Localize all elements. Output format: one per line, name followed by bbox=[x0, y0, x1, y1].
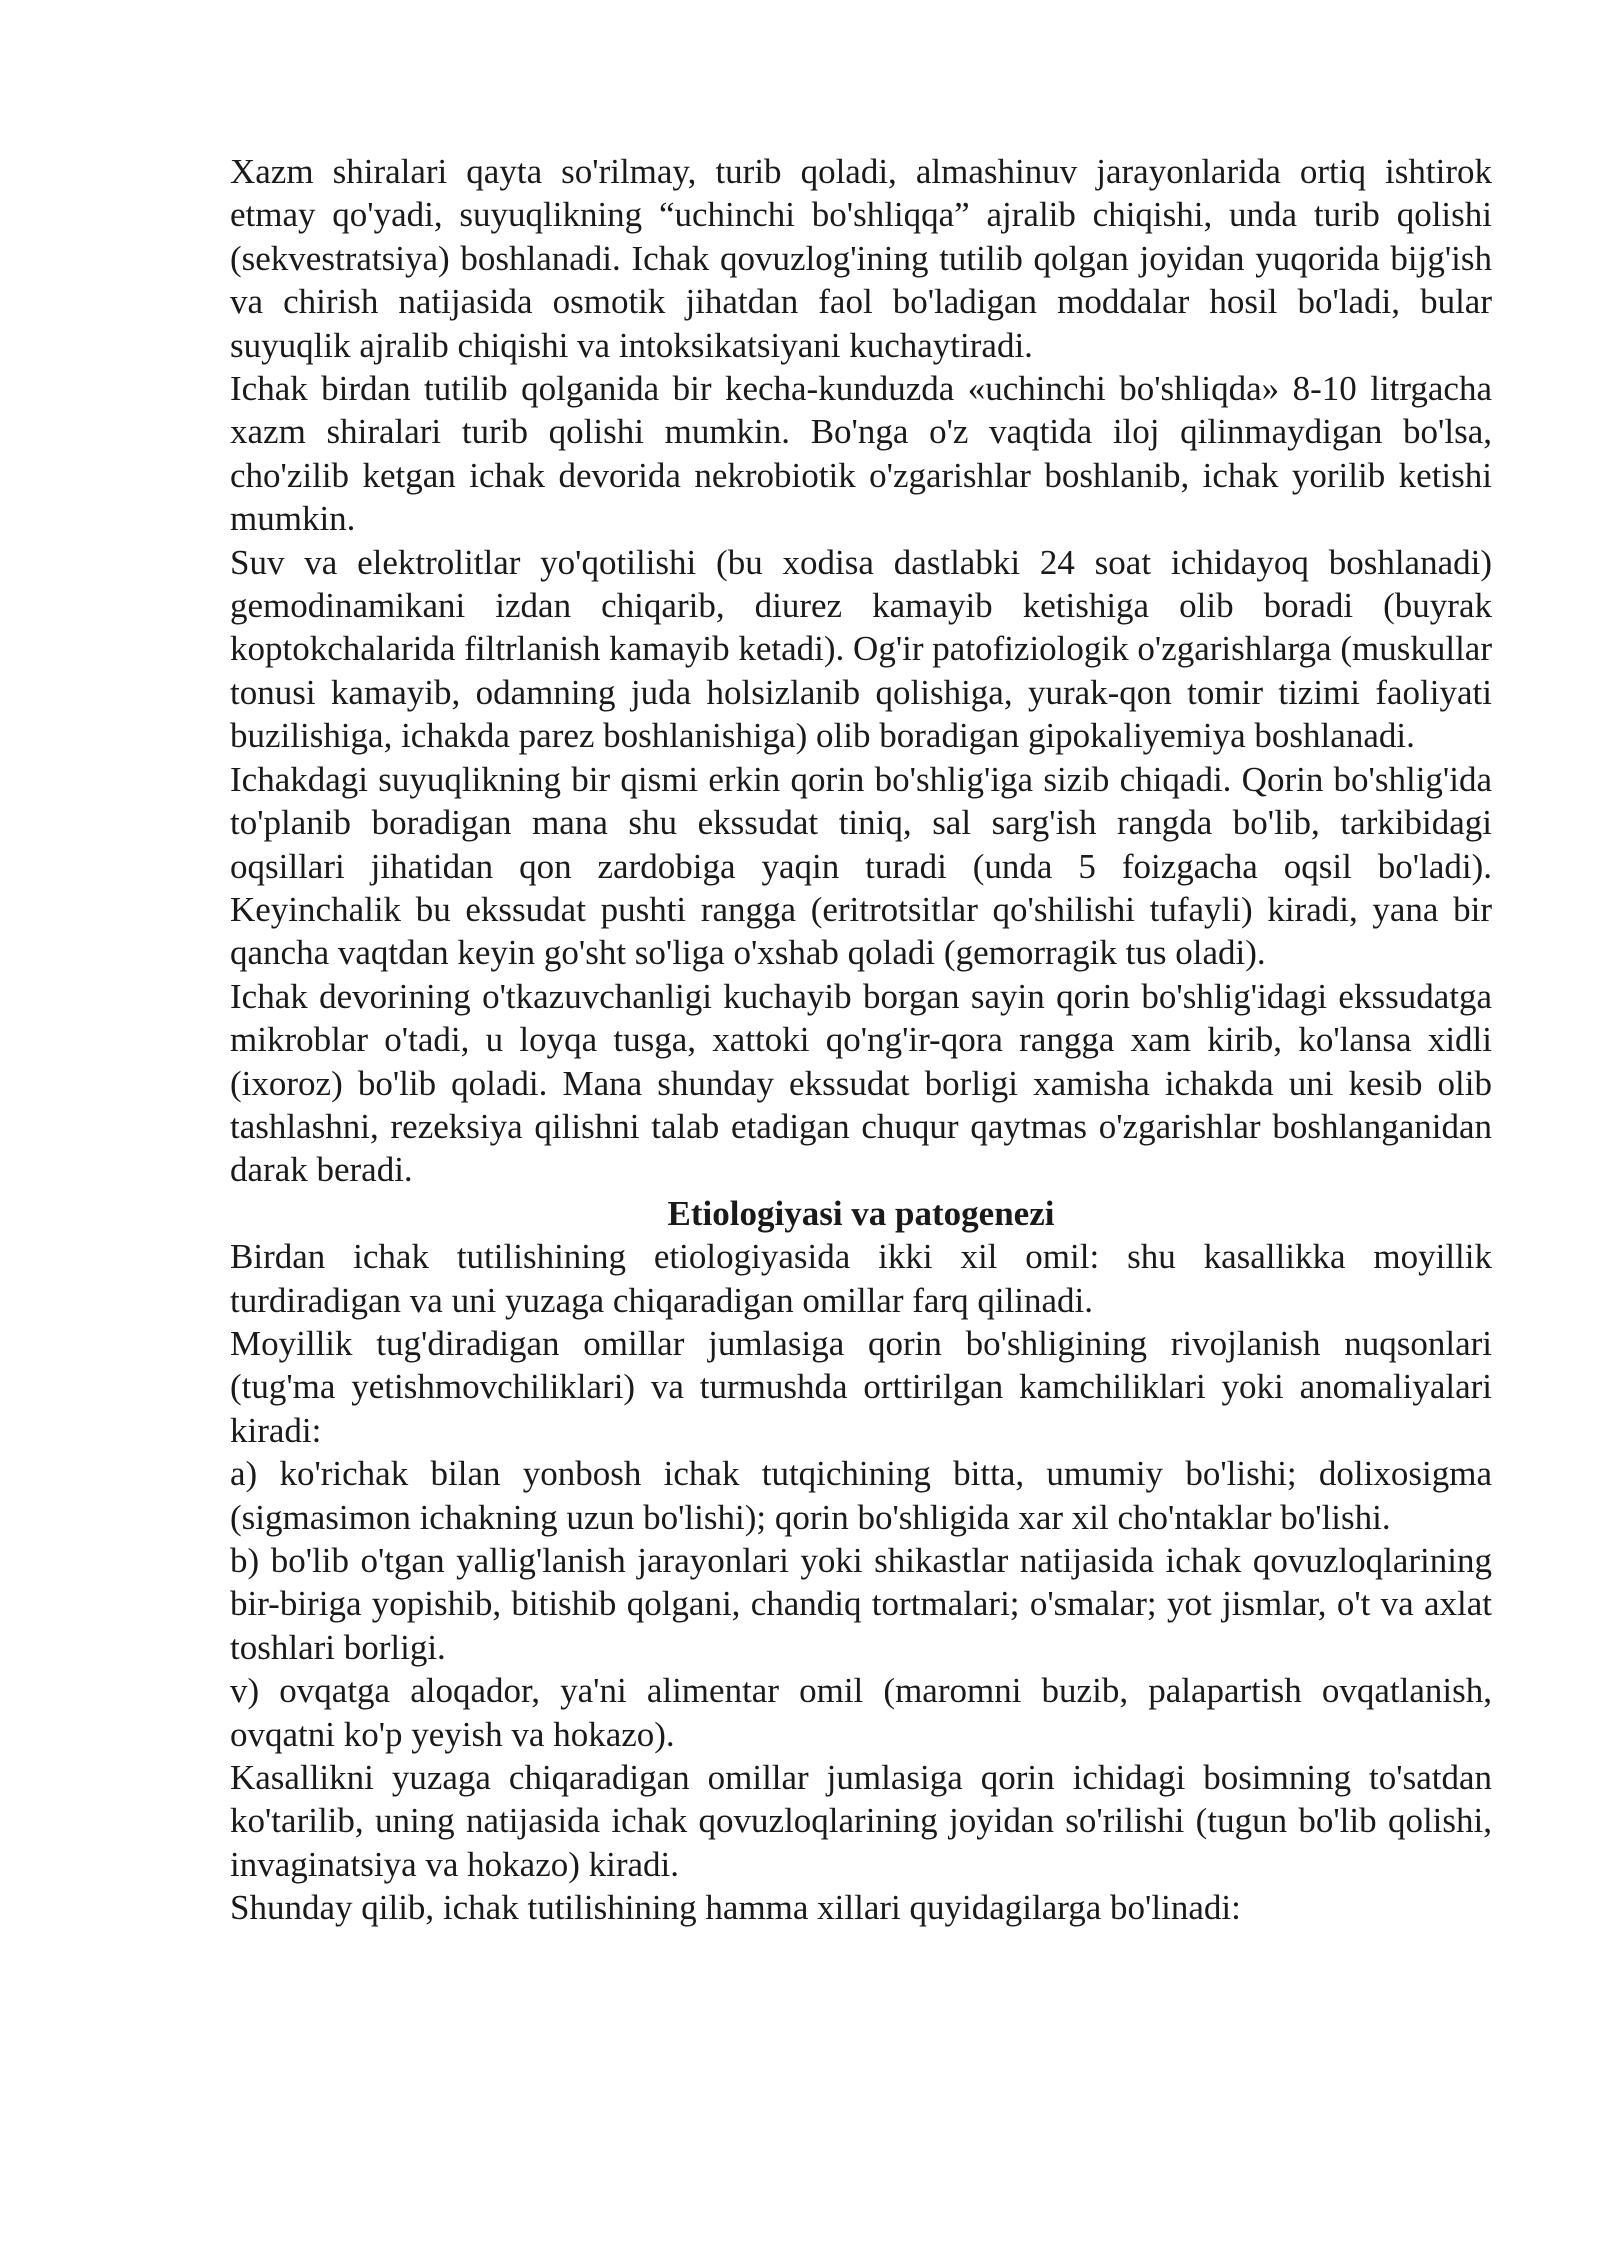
section-heading: Etiologiyasi va patogenezi bbox=[667, 1193, 1055, 1233]
paragraph-triggering-factors: Kasallikni yuzaga chiqaradigan omillar jumlasiga qorin ichidagi bosimning to'satdan ko'tarilib, uning natijasida ichak qovuzloqlarining joyidan so'rilishi (tugun bo'lib qolishi, invaginatsiya va hokazo) kiradi. bbox=[230, 1758, 1492, 1884]
paragraph-sequestration: Xazm shiralari qayta so'rilmay, turib qoladi, almashinuv jarayonlarida ortiq ishtirok etmay qo'yadi, suyuqlikning “uchinchi bo'shliqqa” ajralib chiqishi, unda turib qolishi (sekvestratsiya) boshlanadi. Ichak qovuzlog'ining tutilib qolgan joyidan yuqorida bijg'ish va chirish natijasida osmotik jihatdan faol bo'ladigan moddalar hosil bo'ladi, bular suyuqlik ajralib chiqishi va intoksikatsiyani kuchaytiradi. bbox=[230, 152, 1492, 365]
document-page bbox=[230, 150, 1492, 1930]
paragraph-electrolytes: Suv va elektrolitlar yo'qotilishi (bu xodisa dastlabki 24 soat ichidayoq boshlanadi) gemodinamikani izdan chiqarib, diurez kamayib ketishiga olib boradi (buyrak koptokchalarida filtrlanish kamayib ketadi). Og'ir patofiziologik o'zgarishlarga (muskullar tonusi kamayib, odamning juda holsizlanib qolishiga, yurak-qon tomir tizimi faoliyati buzilishiga, ichakda parez boshlanishiga) olib boradigan gipokaliyemiya boshlanadi. bbox=[230, 542, 1492, 756]
paragraph-etiology-intro: Birdan ichak tutilishining etiologiyasida ikki xil omil: shu kasallikka moyillik turdiradigan va uni yuzaga chiqaradigan omillar farq qilinadi. bbox=[230, 1237, 1492, 1320]
paragraph-classification-lead: Shunday qilib, ichak tutilishining hamma xillari quyidagilarga bo'linadi: bbox=[230, 1888, 1241, 1928]
paragraph-third-space: Ichak birdan tutilib qolganida bir kecha-kunduzda «uchinchi bo'shliqda» 8-10 litrgacha xazm shiralari turib qolishi mumkin. Bo'nga o'z vaqtida iloj qilinmaydigan bo'lsa, cho'zilib ketgan ichak devorida nekrobiotik o'zgarishlar boshlanib, ichak yorilib ketishi mumkin. bbox=[230, 369, 1492, 539]
paragraph-predisposing-factors: Moyillik tug'diradigan omillar jumlasiga qorin bo'shligining rivojlanish nuqsonlari (tug'ma yetishmovchiliklari) va turmushda orttirilgan kamchiliklari yoki anomaliyalari kiradi: bbox=[230, 1323, 1492, 1450]
paragraph-exudate: Ichakdagi suyuqlikning bir qismi erkin qorin bo'shlig'iga sizib chiqadi. Qorin bo'shlig'ida to'planib boradigan mana shu ekssudat tiniq, sal sarg'ish rangda bo'lib, tarkibidagi oqsillari jihatidan qon zardobiga yaqin turadi (unda 5 foizgacha oqsil bo'ladi). Keyinchalik bu ekssudat pushti rangga (eritrotsitlar qo'shilishi tufayli) kiradi, yana bir qancha vaqtdan keyin go'sht so'liga o'xshab qoladi (gemorragik tus oladi). bbox=[230, 759, 1492, 973]
list-item-b: b) bo'lib o'tgan yallig'lanish jarayonlari yoki shikastlar natijasida ichak qovuzloqlarining bir-biriga yopishib, bitishib qolgani, chandiq tortmalari; o'smalar; yot jismlar, o't va axlat toshlari borligi. bbox=[230, 1541, 1492, 1667]
list-item-a: a) ko'richak bilan yonbosh ichak tutqichining bitta, umumiy bo'lishi; dolixosigma (sigmasimon ichakning uzun bo'lishi); qorin bo'shligida xar xil cho'ntaklar bo'lishi. bbox=[230, 1454, 1492, 1537]
paragraph-microbes: Ichak devorining o'tkazuvchanligi kuchayib borgan sayin qorin bo'shlig'idagi ekssudatga mikroblar o'tadi, u loyqa tusga, xattoki qo'ng'ir-qora rangga xam kirib, ko'lansa xidli (ixoroz) bo'lib qoladi. Mana shunday ekssudat borligi xamisha ichakda uni kesib olib tashlashni, rezeksiya qilishni talab etadigan chuqur qaytmas o'zgarishlar boshlanganidan darak beradi. bbox=[230, 976, 1492, 1190]
list-item-v: v) ovqatga aloqador, ya'ni alimentar omil (maromni buzib, palapartish ovqatlanish, ovqatni ko'p yeyish va hokazo). bbox=[230, 1671, 1492, 1754]
